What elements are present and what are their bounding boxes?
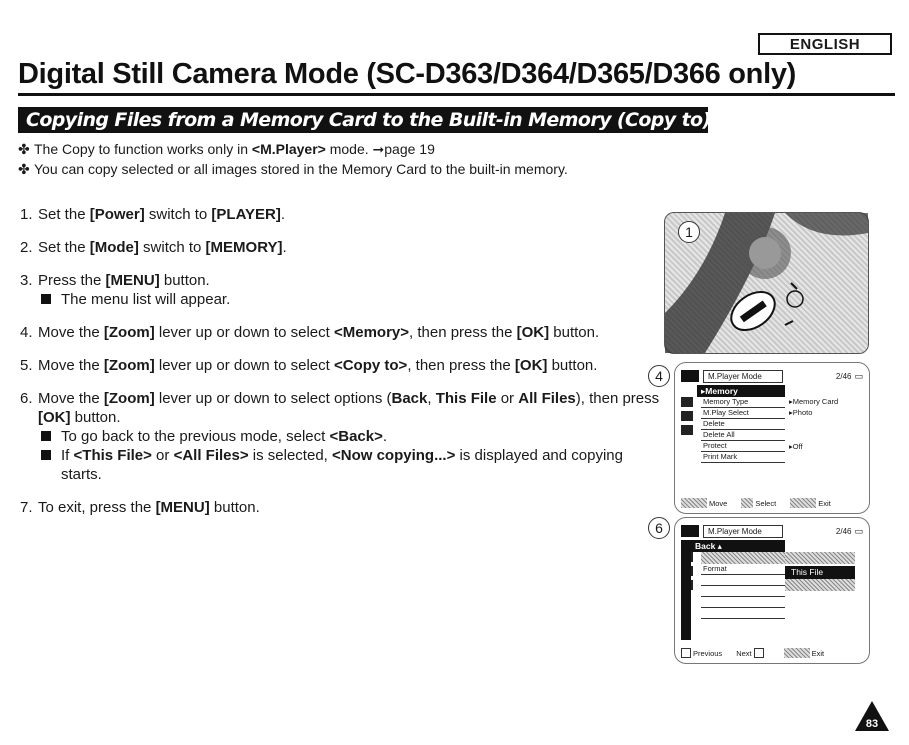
square-bullet-icon (41, 294, 51, 304)
menu-highlight: ▸Memory (697, 385, 785, 397)
next-key-icon (754, 648, 764, 658)
back-option-row (785, 552, 855, 564)
page-number: 83 (865, 718, 879, 730)
diamond-bullet-icon: ✤ (18, 141, 30, 157)
step-5: 5. Move the [Zoom] lever up or down to select <Copy to>, then press the [OK] button. (20, 357, 598, 374)
menu-screen-memory: M.Player Mode 2/46 ▭ ▸Memory Memory Type M.Play Select Delete Delete All Protect Print Mark ▸Memory Card ▸Photo ▸Off Move Select Exit (674, 362, 870, 514)
step-7: 7. To exit, press the [MENU] button. (20, 499, 260, 516)
diamond-bullet-icon: ✤ (18, 161, 30, 177)
callout-4: 4 (648, 365, 670, 387)
callout-1: 1 (678, 221, 700, 243)
square-bullet-icon (41, 450, 51, 460)
page-number-badge (854, 700, 890, 732)
menu-highlight: Back ▴ (691, 540, 785, 552)
callout-6: 6 (648, 517, 670, 539)
memory-card-icon: ▭ (854, 525, 863, 536)
note-text: You can copy selected or all images stored in the Memory Card to the built-in memory. (34, 161, 568, 177)
copy-to-row (701, 552, 785, 564)
note-text: The Copy to function works only in <M.Player> mode. ➞page 19 (34, 141, 435, 157)
steps-list (20, 205, 660, 517)
step-1: 1. Set the [Power] switch to [PLAYER]. (20, 206, 286, 223)
title-rule (18, 93, 895, 96)
camera-mode-icon (681, 370, 699, 382)
page-title: Digital Still Camera Mode (SC-D363/D364/D365/D366 only) (18, 58, 797, 90)
note-item (18, 139, 568, 159)
camera-mode-icon (681, 525, 699, 537)
memory-card-icon: ▭ (854, 370, 863, 381)
step-6-subitem: If <This File> or <All Files> is selected, <Now copying...> is displayed and copying starts. (38, 446, 660, 484)
step-3: 3. Press the [MENU] button. (20, 272, 210, 289)
step-3-subitem: The menu list will appear. (38, 290, 660, 309)
step-4: 4. Move the [Zoom] lever up or down to select <Memory>, then press the [OK] button. (20, 324, 600, 341)
notes-list (18, 139, 568, 179)
note-item (18, 159, 568, 179)
square-bullet-icon (41, 431, 51, 441)
menu-key-icon (784, 648, 810, 658)
zoom-key-icon (681, 498, 707, 508)
menu-screen-copy-to: M.Player Mode 2/46 ▭ Back ▴ Format This File Previous Next Exit (674, 517, 870, 664)
section-heading: Copying Files from a Memory Card to the Built-in Memory (Copy to) (SC-D366 only) (18, 107, 708, 133)
this-file-option: This File (785, 566, 855, 579)
step-6: 6. Move the [Zoom] lever up or down to select options (Back, This File or All Files), then press [OK] button. (20, 390, 660, 426)
language-badge: ENGLISH (758, 33, 892, 55)
step-2: 2. Set the [Mode] switch to [MEMORY]. (20, 239, 287, 256)
all-files-option (785, 579, 855, 591)
ok-key-icon (741, 498, 753, 508)
previous-key-icon (681, 648, 691, 658)
menu-key-icon (790, 498, 816, 508)
step-6-subitem: To go back to the previous mode, select <Back>. (38, 427, 660, 446)
